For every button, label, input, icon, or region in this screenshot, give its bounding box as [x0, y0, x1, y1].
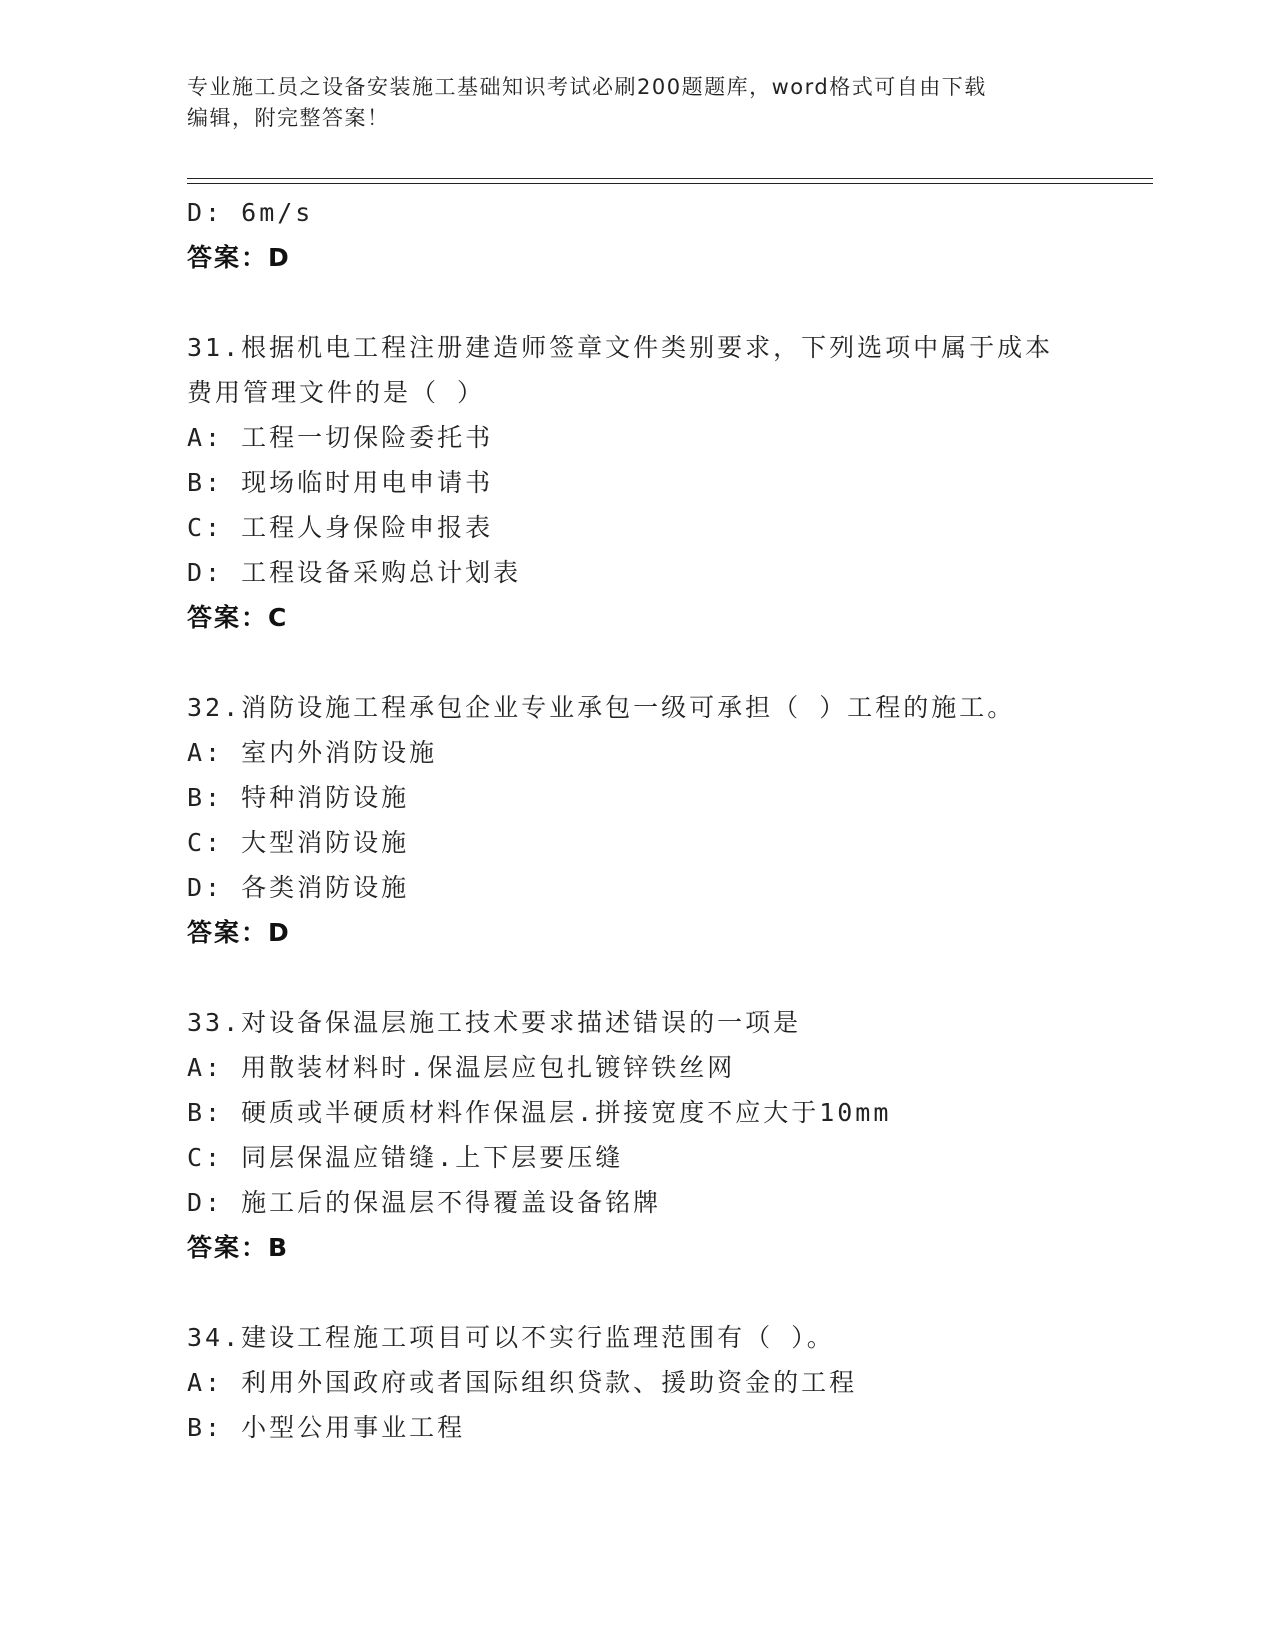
header-title-line-1: 专业施工员之设备安装施工基础知识考试必刷200题题库，word格式可自由下载 — [187, 75, 987, 99]
question-stem: 32.消防设施工程承包企业专业承包一级可承担（ ）工程的施工。 — [187, 693, 1016, 722]
option-c: C: 大型消防设施 — [187, 828, 410, 857]
option-a: A: 用散装材料时.保温层应包扎镀锌铁丝网 — [187, 1053, 736, 1082]
spacer — [187, 1270, 1167, 1315]
answer: 答案：D — [187, 918, 291, 947]
option-a: A: 利用外国政府或者国际组织贷款、援助资金的工程 — [187, 1368, 858, 1397]
answer: 答案：B — [187, 1233, 290, 1262]
option-c: C: 工程人身保险申报表 — [187, 513, 494, 542]
header-divider-top — [187, 178, 1153, 179]
option-a: A: 室内外消防设施 — [187, 738, 438, 767]
spacer — [187, 280, 1167, 325]
spacer — [187, 955, 1167, 1000]
answer: 答案：C — [187, 603, 289, 632]
option-b: B: 特种消防设施 — [187, 783, 410, 812]
prev-answer: 答案：D — [187, 243, 291, 272]
question-31 — [187, 325, 1167, 640]
option-d: D: 施工后的保温层不得覆盖设备铭牌 — [187, 1188, 662, 1217]
prev-option-d: D: 6m/s — [187, 198, 314, 227]
question-stem: 31.根据机电工程注册建造师签章文件类别要求，下列选项中属于成本 — [187, 333, 1054, 362]
page-header — [187, 72, 1087, 134]
option-d: D: 各类消防设施 — [187, 873, 410, 902]
spacer — [187, 640, 1167, 685]
option-b: B: 小型公用事业工程 — [187, 1413, 466, 1442]
question-stem: 费用管理文件的是（ ） — [187, 378, 486, 407]
option-d: D: 工程设备采购总计划表 — [187, 558, 522, 587]
header-title-line-2: 编辑，附完整答案！ — [187, 106, 390, 130]
option-c: C: 同层保温应错缝.上下层要压缝 — [187, 1143, 624, 1172]
option-a: A: 工程一切保险委托书 — [187, 423, 494, 452]
question-32 — [187, 685, 1167, 955]
header-divider-bottom — [187, 183, 1153, 184]
question-34 — [187, 1315, 1167, 1450]
question-stem: 33.对设备保温层施工技术要求描述错误的一项是 — [187, 1008, 802, 1037]
question-33 — [187, 1000, 1167, 1270]
question-stem: 34.建设工程施工项目可以不实行监理范围有（ ）。 — [187, 1323, 835, 1352]
option-b: B: 硬质或半硬质材料作保温层.拼接宽度不应大于10mm — [187, 1098, 892, 1127]
option-b: B: 现场临时用电申请书 — [187, 468, 494, 497]
question-content — [187, 190, 1167, 1450]
